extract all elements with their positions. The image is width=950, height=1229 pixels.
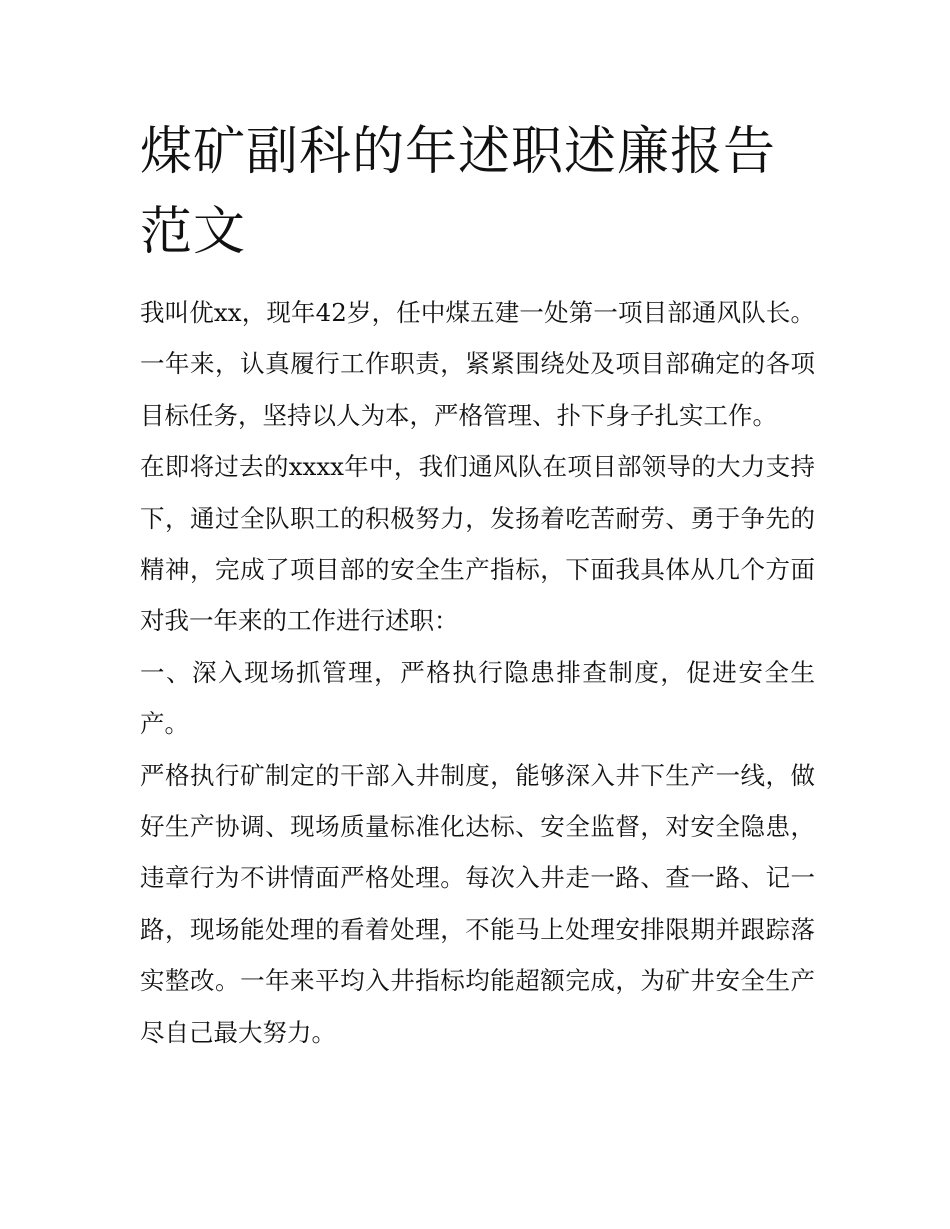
paragraph-section-1: 严格执行矿制定的干部入井制度，能够深入井下生产一线，做好生产协调、现场质量标准化达标、安全监督，对安全隐患，违章行为不讲情面严格处理。每次入井走一路、查一路、记一路，现场能处理的看着处理，不能马上处理安排限期并跟踪落实整改。一年来平均入井指标均能超额完成，为矿井安全生产尽自己最大努力。 [140, 760, 815, 1047]
paragraph-summary: 在即将过去的xxxx年中，我们通风队在项目部领导的大力支持下，通过全队职工的积极努力，发扬着吃苦耐劳、勇于争先的精神，完成了项目部的安全生产指标，下面我具体从几个方面对我一年来的工作进行述职： [140, 452, 815, 636]
document-title: 煤矿副科的年述职述廉报告范文 [140, 122, 777, 262]
section-heading-1: 一、深入现场抓管理，严格执行隐患排查制度，促进安全生产。 [140, 657, 815, 739]
document-body [140, 112, 815, 1058]
paragraph-intro: 我叫优xx，现年42岁，任中煤五建一处第一项目部通风队长。一年来，认真履行工作职责，紧紧围绕处及项目部确定的各项目标任务，坚持以人为本，严格管理、扑下身子扎实工作。 [140, 298, 815, 430]
